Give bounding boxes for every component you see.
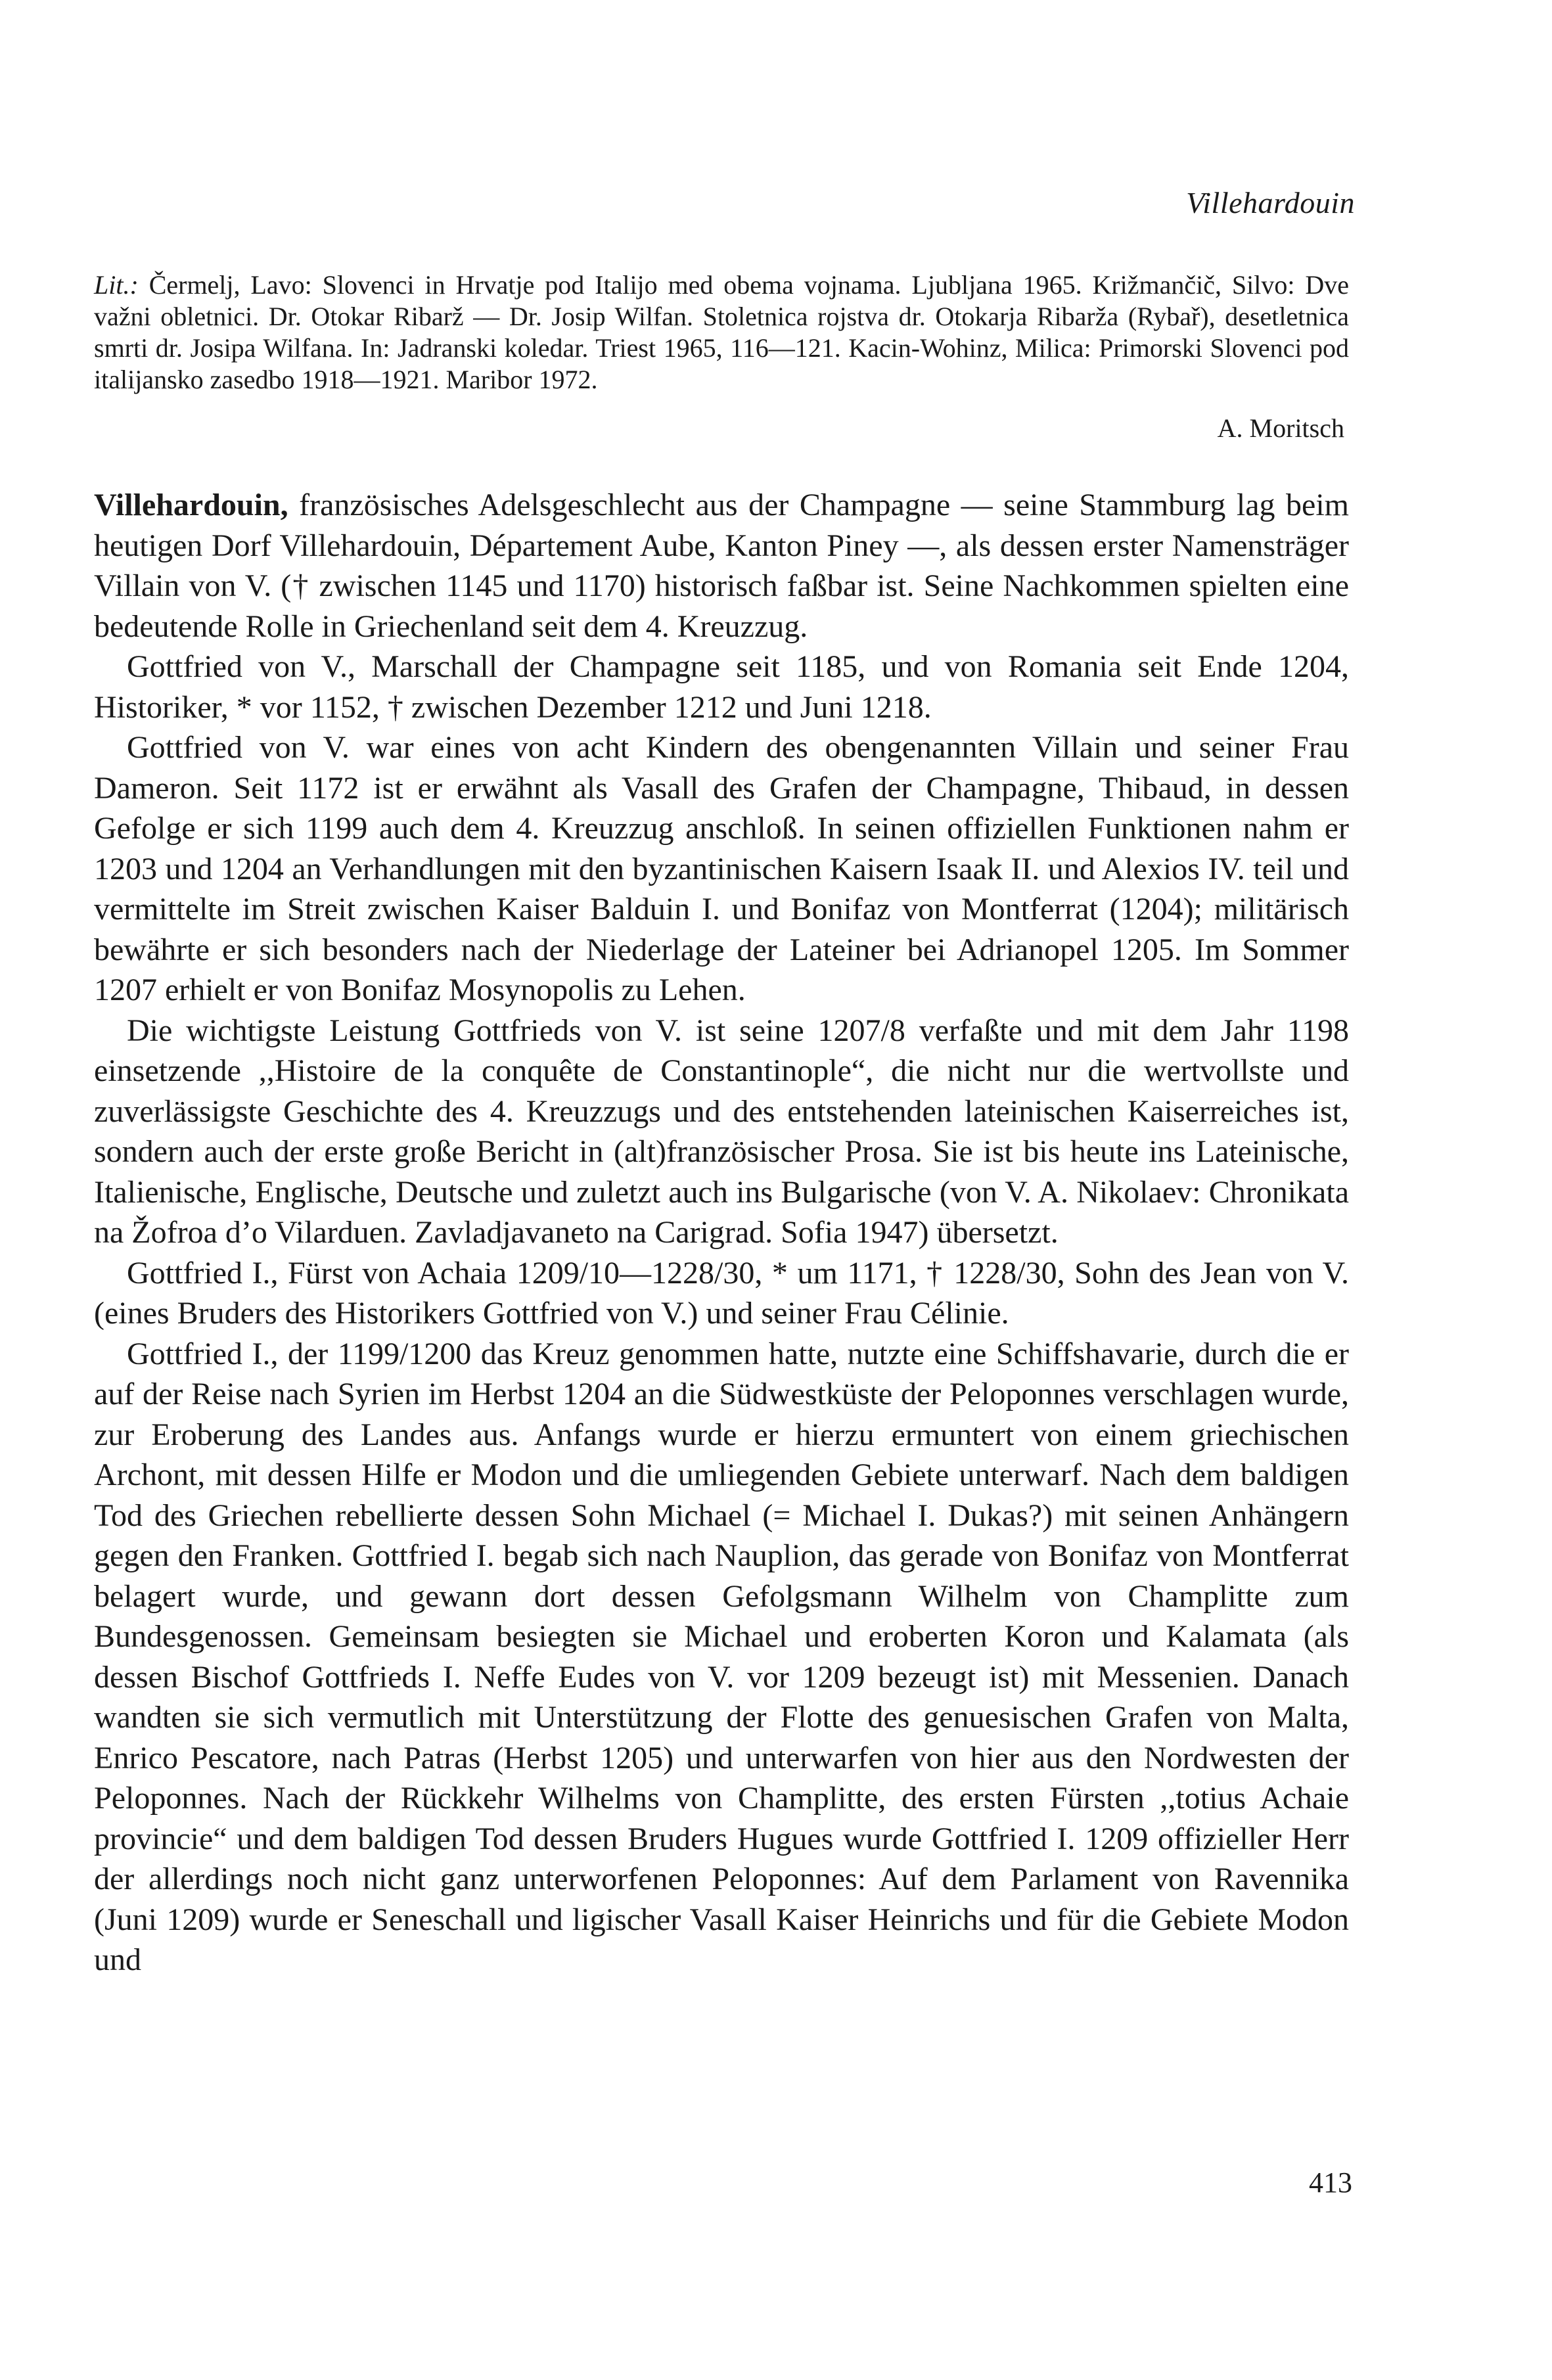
entry-paragraph-6: Gottfried I., der 1199/1200 das Kreuz genommen hatte, nutzte eine Schiffshavarie, durch die er auf der Reise nach Syrien im Herbst 1204 an die Südwestküste der Peloponnes verschlagen wurde, zur Eroberung des Landes aus. Anfangs wurde er hierzu ermuntert von einem griechischen Archont, mit dessen Hilfe er Modon und die umliegenden Gebiete unterwarf. Nach dem baldigen Tod des Griechen rebellierte dessen Sohn Michael (= Michael I. Dukas?) mit seinen Anhängern gegen den Franken. Gottfried I. begab sich nach Nauplion, das gerade von Bonifaz von Montferrat belagert wurde, und gewann dort dessen Gefolgsmann Wilhelm von Champlitte zum Bundesgenossen. Gemeinsam besiegten sie Michael und eroberten Koron und Kalamata (als dessen Bischof Gottfrieds I. Neffe Eudes von V. vor 1209 bezeugt ist) mit Messenien. Danach wandten sie sich vermutlich mit Unterstützung der Flotte des genuesischen Grafen von Malta, Enrico Pescatore, nach Patras (Herbst 1205) und unterwarfen von hier aus den Nordwesten der Peloponnes. Nach der Rückkehr Wilhelms von Champlitte, des ersten Fürsten ,,totius Achaie provincie“ und dem baldigen Tod dessen Bruders Hugues wurde Gottfried I. 1209 offizieller Herr der allerdings noch nicht ganz unterworfenen Peloponnes: Auf dem Parlament von Ravennika (Juni 1209) wurde er Seneschall und ligischer Vasall Kaiser Heinrichs und für die Gebiete Modon und: [94, 1336, 1349, 1977]
literature-text: Čermelj, Lavo: Slovenci in Hrvatje pod Italijo med obema vojnama. Ljubljana 1965. Križmančič, Silvo: Dve važni obletnici. Dr. Otokar Ribarž — Dr. Josip Wilfan. Stoletnica rojstva dr. Otokarja Ribarža (Rybař), desetletnica smrti dr. Josipa Wilfana. In: Jadranski koledar. Triest 1965, 116—121. Kacin-Wohinz, Milica: Primorski Slovenci pod italijansko zasedbo 1918—1921. Maribor 1972.: [94, 270, 1349, 394]
literature-label: Lit.:: [94, 270, 139, 300]
article-author: A. Moritsch: [1217, 413, 1344, 443]
entry-paragraph-1: [94, 485, 1349, 647]
entry-paragraph-3: Gottfried von V. war eines von acht Kindern des obengenannten Villain und seiner Frau Dameron. Seit 1172 ist er erwähnt als Vasall des Grafen der Champagne, Thibaud, in dessen Gefolge er sich 1199 auch dem 4. Kreuzzug anschloß. In seinen offiziellen Funktionen nahm er 1203 und 1204 an Verhandlungen mit den byzantinischen Kaisern Isaak II. und Alexios IV. teil und vermittelte im Streit zwischen Kaiser Balduin I. und Bonifaz von Montferrat (1204); militärisch bewährte er sich besonders nach der Niederlage der Lateiner bei Adrianopel 1205. Im Sommer 1207 erhielt er von Bonifaz Mosynopolis zu Lehen.: [94, 730, 1349, 1007]
entry-body: [94, 485, 1349, 1980]
literature-block: [94, 269, 1349, 396]
literature-paragraph: [94, 269, 1349, 396]
entry-paragraph-2: Gottfried von V., Marschall der Champagne seit 1185, und von Romania seit Ende 1204, Historiker, * vor 1152, † zwischen Dezember 1212 und Juni 1218.: [94, 649, 1349, 725]
entry-paragraph-4: Die wichtigste Leistung Gottfrieds von V. ist seine 1207/8 verfaßte und mit dem Jahr 1198 einsetzende ,,Histoire de la conquête de Constantinople“, die nicht nur die wertvollste und zuverlässigste Geschichte des 4. Kreuzzugs und des entstehenden lateinischen Kaiserreiches ist, sondern auch der erste große Bericht in (alt)französischer Prosa. Sie ist bis heute ins Lateinische, Italienische, Englische, Deutsche und zuletzt auch ins Bulgarische (von V. A. Nikolaev: Chronikata na Žofroa d’o Vilarduen. Zavladjavaneto na Carigrad. Sofia 1947) übersetzt.: [94, 1013, 1349, 1250]
page-number: 413: [1309, 2166, 1352, 2199]
entry-paragraph-5: Gottfried I., Fürst von Achaia 1209/10—1228/30, * um 1171, † 1228/30, Sohn des Jean von V. (eines Bruders des Historikers Gottfried von V.) und seiner Frau Célinie.: [94, 1255, 1349, 1331]
running-head: Villehardouin: [1186, 186, 1355, 219]
entry-paragraph-1-text: französisches Adelsgeschlecht aus der Champagne — seine Stammburg lag beim heutigen Dorf Villehardouin, Département Aube, Kanton Piney —, als dessen erster Namensträger Villain von V. († zwischen 1145 und 1170) historisch faßbar ist. Seine Nachkommen spielten eine bedeutende Rolle in Griechenland seit dem 4. Kreuzzug.: [94, 488, 1349, 644]
entry-headword: Villehardouin,: [94, 488, 288, 522]
